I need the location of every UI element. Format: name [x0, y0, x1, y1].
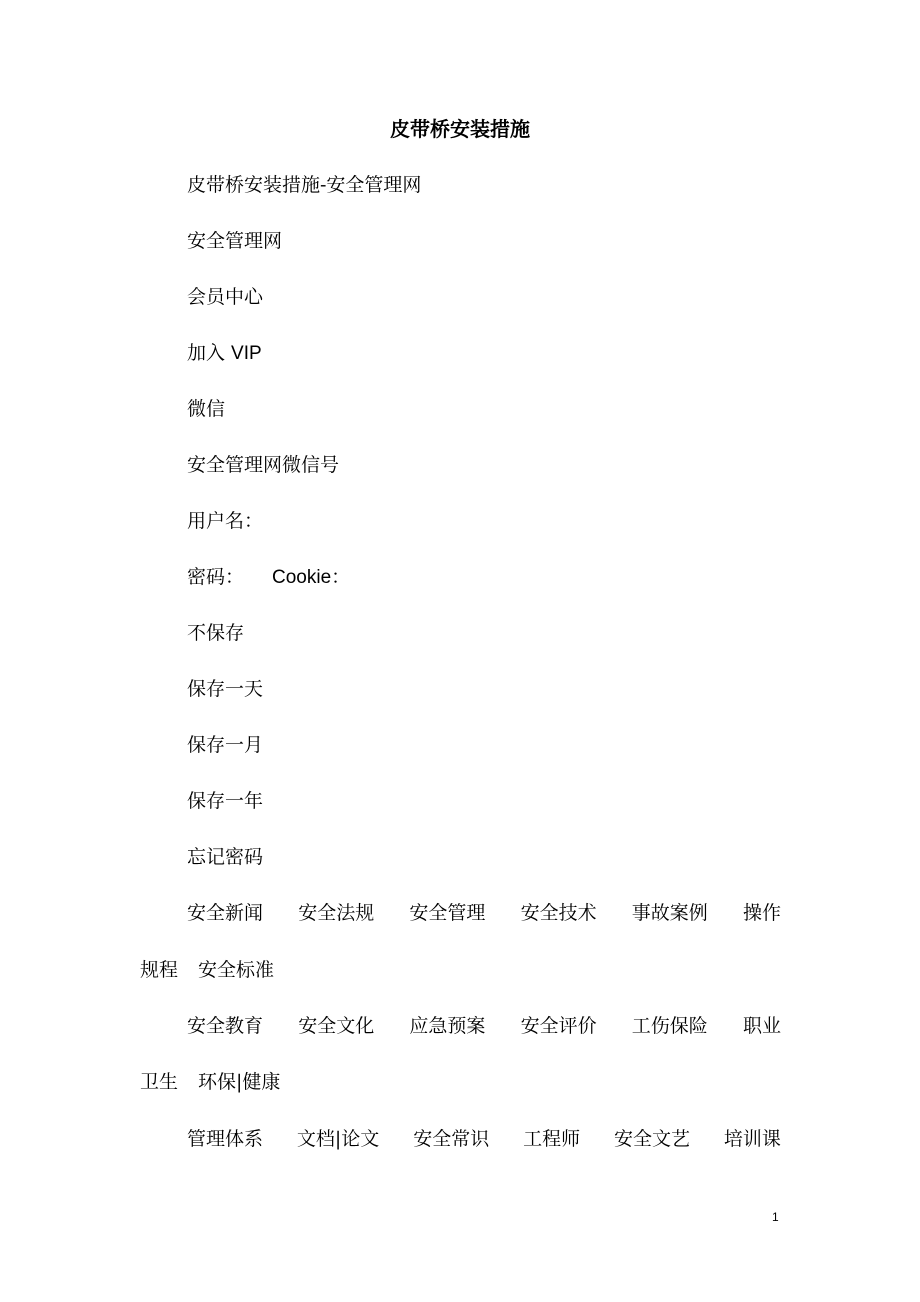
vip-label: VIP [231, 343, 262, 364]
nav-item: 文档|论文 [296, 1128, 380, 1150]
nav-item: 安全常识 [413, 1128, 490, 1150]
nav-item: 安全评价 [520, 1015, 597, 1037]
nav-row-3 [187, 1124, 781, 1151]
no-save-option: 不保存 [187, 622, 245, 644]
member-center-text: 会员中心 [187, 286, 264, 308]
cookie-label: Cookie： [272, 567, 351, 588]
forgot-password-text: 忘记密码 [187, 846, 264, 868]
nav-item: 职业 [742, 1015, 781, 1037]
nav-item: 安全文艺 [614, 1128, 691, 1150]
nav-row-2 [187, 1011, 781, 1038]
nav-item: 安全新闻 [187, 902, 264, 924]
save-day-option: 保存一天 [187, 678, 264, 700]
join-vip-text [187, 338, 262, 365]
nav-item: 安全法规 [298, 902, 375, 924]
nav-row-2-continued [140, 1067, 280, 1094]
nav-item: 安全文化 [298, 1015, 375, 1037]
page-number: 1 [772, 1210, 779, 1224]
password-label: 密码： [187, 566, 245, 588]
password-cookie-line [187, 562, 350, 589]
username-label: 用户名： [187, 510, 264, 532]
wechat-id-text: 安全管理网微信号 [187, 454, 340, 476]
nav-item: 安全教育 [187, 1015, 264, 1037]
nav-item: 培训课 [723, 1128, 781, 1150]
save-year-option: 保存一年 [187, 790, 264, 812]
nav-row-1 [187, 898, 781, 925]
nav-row-1-continued [140, 955, 274, 982]
join-label: 加入 [187, 342, 232, 364]
nav-item: 工程师 [523, 1128, 581, 1150]
site-name-text: 安全管理网 [187, 230, 283, 252]
nav-item: 应急预案 [409, 1015, 486, 1037]
headline-text: 皮带桥安装措施-安全管理网 [187, 174, 422, 196]
nav-item: 规程 [140, 959, 179, 981]
nav-item: 事故案例 [631, 902, 708, 924]
nav-item: 卫生 [140, 1071, 179, 1093]
save-month-option: 保存一月 [187, 734, 264, 756]
nav-item: 安全管理 [409, 902, 486, 924]
nav-item: 工伤保险 [631, 1015, 708, 1037]
nav-item: 环保|健康 [198, 1071, 281, 1093]
nav-item: 安全标准 [198, 959, 275, 981]
nav-item: 管理体系 [187, 1128, 264, 1150]
wechat-text: 微信 [187, 398, 226, 420]
nav-item: 操作 [742, 902, 781, 924]
document-title: 皮带桥安装措施 [390, 117, 530, 141]
nav-item: 安全技术 [520, 902, 597, 924]
